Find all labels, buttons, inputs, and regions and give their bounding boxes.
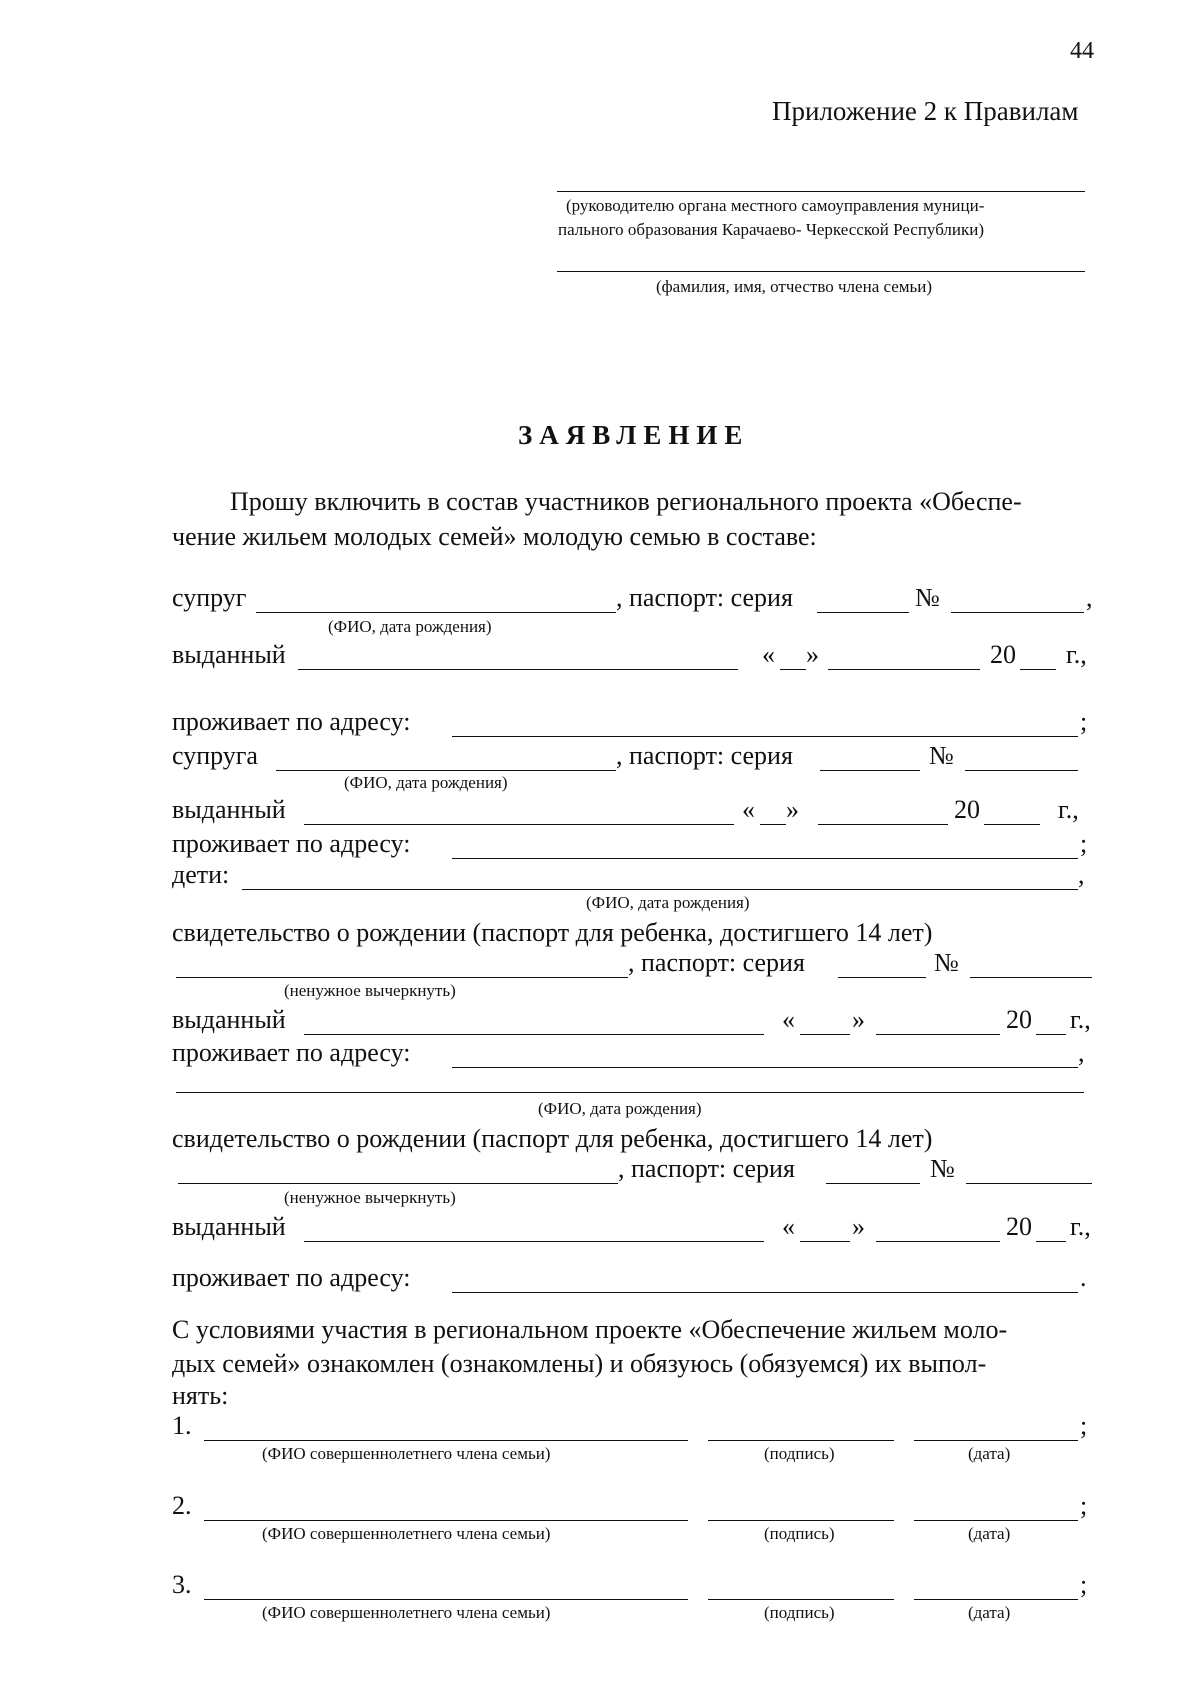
- child-2-passport-label: , паспорт: серия: [618, 1154, 795, 1183]
- wife-series-line[interactable]: [820, 770, 920, 771]
- husband-passport-label: , паспорт: серия: [616, 583, 793, 612]
- signature-3-sign-caption: (подпись): [764, 1603, 835, 1622]
- child-2-issued-line[interactable]: [304, 1241, 764, 1242]
- wife-number-line[interactable]: [965, 770, 1078, 771]
- wife-passport-label: , паспорт: серия: [616, 741, 793, 770]
- signature-1-number: 1.: [172, 1411, 192, 1440]
- husband-day-close: »: [806, 640, 819, 669]
- child-1-strike-caption: (ненужное вычеркнуть): [284, 981, 456, 1000]
- child-2-strike-caption: (ненужное вычеркнуть): [284, 1188, 456, 1207]
- child-2-issued-label: выданный: [172, 1212, 286, 1241]
- child-1-day-close: »: [852, 1005, 865, 1034]
- wife-semicolon: ;: [1080, 829, 1088, 858]
- document-title: ЗАЯВЛЕНИЕ: [518, 420, 750, 450]
- child-2-number-line[interactable]: [966, 1183, 1092, 1184]
- husband-day-open: «: [762, 640, 775, 669]
- wife-fio-line[interactable]: [276, 770, 616, 771]
- wife-issued-line[interactable]: [304, 824, 734, 825]
- children-label: дети:: [172, 860, 230, 889]
- wife-year-line[interactable]: [984, 824, 1040, 825]
- signature-3-fio-caption: (ФИО совершеннолетнего члена семьи): [262, 1603, 551, 1622]
- signature-2-date-line[interactable]: [914, 1520, 1078, 1521]
- husband-number-label: №: [915, 583, 940, 612]
- wife-day-open: «: [742, 795, 755, 824]
- child-2-year-line[interactable]: [1036, 1241, 1066, 1242]
- husband-label: супруг: [172, 583, 247, 612]
- child-1-series-line[interactable]: [838, 977, 926, 978]
- sender-line[interactable]: [557, 271, 1085, 272]
- husband-semicolon: ;: [1080, 707, 1088, 736]
- signature-1-semicolon: ;: [1080, 1411, 1088, 1440]
- page-number: 44: [1070, 38, 1094, 64]
- wife-day-line[interactable]: [760, 824, 786, 825]
- signature-2-fio-caption: (ФИО совершеннолетнего члена семьи): [262, 1524, 551, 1543]
- signature-2-sign-caption: (подпись): [764, 1524, 835, 1543]
- signature-1-fio-line[interactable]: [204, 1440, 688, 1441]
- consent-line-3: нять:: [172, 1381, 229, 1410]
- consent-line-1: С условиями участия в региональном проекте «Обеспечение жильем моло-: [172, 1315, 1008, 1344]
- husband-address-line[interactable]: [452, 736, 1078, 737]
- wife-number-label: №: [929, 741, 954, 770]
- signature-3-sign-line[interactable]: [708, 1599, 894, 1600]
- husband-address-label: проживает по адресу:: [172, 707, 411, 736]
- child-1-number-label: №: [934, 948, 959, 977]
- wife-day-close: »: [786, 795, 799, 824]
- child-1-day-line[interactable]: [800, 1034, 850, 1035]
- sender-caption: (фамилия, имя, отчество члена семьи): [656, 277, 933, 296]
- child-2-year-label: 20: [1006, 1212, 1032, 1241]
- signature-2-number: 2.: [172, 1491, 192, 1520]
- child-2-day-line[interactable]: [800, 1241, 850, 1242]
- child-2-fio-line[interactable]: [176, 1092, 1084, 1093]
- signature-1-fio-caption: (ФИО совершеннолетнего члена семьи): [262, 1444, 551, 1463]
- signature-3-semicolon: ;: [1080, 1570, 1088, 1599]
- child-1-fio-caption: (ФИО, дата рождения): [586, 893, 750, 912]
- child-1-issued-label: выданный: [172, 1005, 286, 1034]
- intro-line-2: чение жильем молодых семей» молодую семью в составе:: [172, 522, 817, 551]
- consent-line-2: дых семей» ознакомлен (ознакомлены) и обязуюсь (обязуемся) их выпол-: [172, 1349, 987, 1378]
- wife-address-label: проживает по адресу:: [172, 829, 411, 858]
- signature-3-number: 3.: [172, 1570, 192, 1599]
- husband-year-line[interactable]: [1020, 669, 1056, 670]
- intro-line-1: Прошу включить в состав участников регионального проекта «Обеспе-: [230, 487, 1022, 516]
- wife-label: супруга: [172, 741, 258, 770]
- child-2-day-close: »: [852, 1212, 865, 1241]
- signature-2-sign-line[interactable]: [708, 1520, 894, 1521]
- husband-issued-line[interactable]: [298, 669, 738, 670]
- child-2-fio-caption: (ФИО, дата рождения): [538, 1099, 702, 1118]
- signature-3-fio-line[interactable]: [204, 1599, 688, 1600]
- husband-number-line[interactable]: [951, 612, 1084, 613]
- addressee-line[interactable]: [557, 191, 1085, 192]
- signature-3-date-line[interactable]: [914, 1599, 1078, 1600]
- signature-2-semicolon: ;: [1080, 1491, 1088, 1520]
- signature-1-date-line[interactable]: [914, 1440, 1078, 1441]
- child-2-number-label: №: [930, 1154, 955, 1183]
- child-1-year-line[interactable]: [1036, 1034, 1066, 1035]
- wife-fio-caption: (ФИО, дата рождения): [344, 773, 508, 792]
- husband-year-suffix: г.,: [1066, 640, 1087, 669]
- child-2-birth-cert: свидетельство о рождении (паспорт для ребенка, достигшего 14 лет): [172, 1124, 933, 1153]
- husband-day-line[interactable]: [780, 669, 806, 670]
- child-1-month-line[interactable]: [876, 1034, 1000, 1035]
- wife-address-line[interactable]: [452, 858, 1078, 859]
- wife-year-suffix: г.,: [1058, 795, 1079, 824]
- husband-series-line[interactable]: [817, 612, 909, 613]
- wife-year-label: 20: [954, 795, 980, 824]
- child-1-comma: ,: [1078, 860, 1085, 889]
- child-2-series-line[interactable]: [826, 1183, 920, 1184]
- husband-year-label: 20: [990, 640, 1016, 669]
- signature-2-date-caption: (дата): [968, 1524, 1011, 1543]
- child-1-address-label: проживает по адресу:: [172, 1038, 411, 1067]
- appendix-label: Приложение 2 к Правилам: [772, 96, 1079, 126]
- child-2-doc-line[interactable]: [178, 1183, 618, 1184]
- signature-2-fio-line[interactable]: [204, 1520, 688, 1521]
- child-1-day-open: «: [782, 1005, 795, 1034]
- child-1-address-line[interactable]: [452, 1067, 1078, 1068]
- child-1-passport-label: , паспорт: серия: [628, 948, 805, 977]
- child-2-period: .: [1080, 1263, 1087, 1292]
- child-1-comma-2: ,: [1078, 1038, 1085, 1067]
- child-2-address-label: проживает по адресу:: [172, 1263, 411, 1292]
- wife-issued-label: выданный: [172, 795, 286, 824]
- child-1-fio-line[interactable]: [242, 889, 1078, 890]
- child-2-month-line[interactable]: [876, 1241, 1000, 1242]
- signature-1-sign-line[interactable]: [708, 1440, 894, 1441]
- husband-fio-caption: (ФИО, дата рождения): [328, 617, 492, 636]
- addressee-caption: (руководителю органа местного самоуправления муници-: [566, 196, 985, 215]
- wife-month-line[interactable]: [818, 824, 948, 825]
- husband-issued-label: выданный: [172, 640, 286, 669]
- child-2-address-line[interactable]: [452, 1292, 1078, 1293]
- husband-comma: ,: [1086, 583, 1093, 612]
- child-1-year-suffix: г.,: [1070, 1005, 1091, 1034]
- signature-3-date-caption: (дата): [968, 1603, 1011, 1622]
- child-1-issued-line[interactable]: [304, 1034, 764, 1035]
- signature-1-date-caption: (дата): [968, 1444, 1011, 1463]
- child-1-year-label: 20: [1006, 1005, 1032, 1034]
- child-1-birth-cert: свидетельство о рождении (паспорт для ребенка, достигшего 14 лет): [172, 918, 933, 947]
- child-1-number-line[interactable]: [970, 977, 1092, 978]
- child-2-day-open: «: [782, 1212, 795, 1241]
- husband-fio-line[interactable]: [256, 612, 616, 613]
- addressee-caption-2: пального образования Карачаево- Черкесской Республики): [558, 220, 985, 239]
- husband-month-line[interactable]: [828, 669, 980, 670]
- signature-1-sign-caption: (подпись): [764, 1444, 835, 1463]
- child-1-doc-line[interactable]: [176, 977, 628, 978]
- child-2-year-suffix: г.,: [1070, 1212, 1091, 1241]
